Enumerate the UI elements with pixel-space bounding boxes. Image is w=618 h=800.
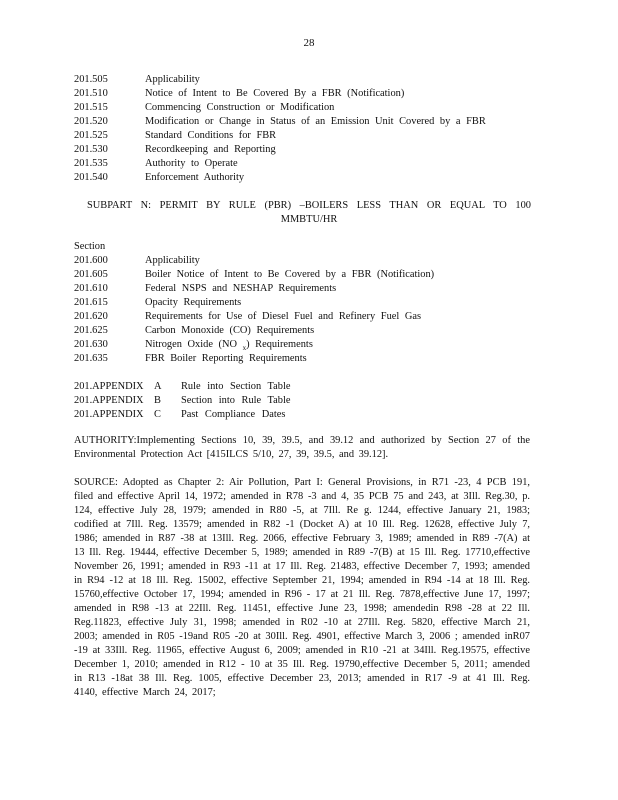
subpart-heading-line-2: MMBTU/HR [280,214,338,225]
toc-row [74,115,544,129]
section-number: 201.535 [74,158,108,169]
subpart-heading-line-1: SUBPART N: PERMIT BY RULE (PBR) –BOILERS LESS THAN OR EQUAL TO 100 [87,200,531,211]
section-number: 201.600 [74,255,108,266]
section-number: 201.625 [74,325,108,336]
section-title: Authority to Operate [145,158,238,169]
section-number: 201.630 [74,339,108,350]
toc-row [74,352,544,366]
section-title: Applicability [145,74,200,85]
section-number: 201.615 [74,297,108,308]
section-number: 201.525 [74,130,108,141]
section-title-part: ) Requirements [246,339,313,350]
section-number: 201.605 [74,269,108,280]
section-title: Federal NSPS and NESHAP Requirements [145,283,337,294]
source-note: SOURCE: Adopted as Chapter 2: Air Pollution, Part I: General Provisions, in R71 -23, 4 PCB 191, filed and effective April 14, 1972; amended in R78 -3 and 4, 35 PCB 75 and 243, at 3Ill. Reg.30, p. 124, effective July 28, 1979; amended in R80 -5, at 7Ill. Re g. 1244, effective January 21, 1983; codified at 7Ill. Reg. 13579; amended in R82 -1 (Docket A) at 10 Ill. Reg. 12628, effective July 7, 1986; amended in R87 -38 at 13Ill. Reg. 2066, effective February 3, 1989; amended in R89 -7(A) at 13 Ill. Reg. 19444, effective December 5, 1989; amended in R89 -7(B) at 15 Ill. Reg. 17710,effective November 26, 1991; amended in R93 -11 at 17 Ill. Reg. 21483, effective December 7, 1993; amended in R94 -12 at 18 Ill. Reg. 15002, effective September 21, 1994; amended in R94 -14 at 18 Ill. Reg. 15760,effective October 17, 1994; amended in R96 - 17 at 21 Ill. Reg. 7878,effective June 17, 1997; amended in R98 -13 at 22Ill. Reg. 11451, effective June 23, 1998; amendedin R98 -28 at 22 Ill. Reg.11823, effective July 31, 1998; amended in R02 -10 at 27Ill. Reg. 5820, effective March 21, 2003; amended in R05 -19and R05 -20 at 30Ill. Reg. 4901, effective March 3, 2006 ; amended inR07 -19 at 33Ill. Reg. 11965, effective August 6, 2009; amended in R10 -21 at 34Ill. Reg.19575, effective December 1, 2010; amended in R12 - 10 at 35 Ill. Reg. 19790,effective December 5, 2011; amended in R13 -18at 38 Ill. Reg. 1005, effective December 23, 2013; amended in R17 -9 at 41 Ill. Reg. 4140, effective March 24, 2017; [74,477,530,698]
toc-row [74,268,544,282]
subpart-heading [74,199,544,227]
section-number: 201.505 [74,74,108,85]
toc-row [74,282,544,296]
appendix-name: 201.APPENDIX [74,381,144,392]
section-title: Carbon Monoxide (CO) Requirements [145,325,315,336]
section-title: Opacity Requirements [145,297,242,308]
toc-row [74,254,544,268]
section-column-label: Section [74,241,106,252]
section-title: Commencing Construction or Modification [145,102,335,113]
section-number: 201.510 [74,88,108,99]
appendix-title: Section into Rule Table [181,395,291,406]
page-number: 28 [303,37,315,49]
section-title: Requirements for Use of Diesel Fuel and Refinery Fuel Gas [145,311,422,322]
toc-row [74,310,544,324]
table-of-contents-part-n [74,254,544,366]
section-title: Applicability [145,255,200,266]
section-number: 201.515 [74,102,108,113]
section-title: FBR Boiler Reporting Requirements [145,353,307,364]
appendix-name: 201.APPENDIX [74,395,144,406]
section-number: 201.635 [74,353,108,364]
toc-row [74,171,544,185]
toc-row [74,338,544,352]
table-of-contents-part-m [74,73,544,185]
toc-row [74,143,544,157]
section-number: 201.520 [74,116,108,127]
section-title: Boiler Notice of Intent to Be Covered by a FBR (Notification) [145,269,435,280]
section-number: 201.610 [74,283,108,294]
authority-note: AUTHORITY:Implementing Sections 10, 39, 39.5, and 39.12 and authorized by Section 27 of the Environmental Protection Act [415ILCS 5/10, 27, 39, 39.5, and 39.12]. [74,435,530,460]
toc-row [74,87,544,101]
subscript-x: x [242,344,247,353]
toc-row [74,324,544,338]
section-title: Enforcement Authority [145,172,245,183]
appendix-list [74,380,544,422]
section-title-part: Nitrogen Oxide (NO [145,339,243,350]
section-title [145,338,544,352]
section-title: Recordkeeping and Reporting [145,144,276,155]
section-title: Standard Conditions for FBR [145,130,277,141]
appendix-letter: B [154,395,161,406]
appendix-title: Rule into Section Table [181,381,291,392]
appendix-letter: A [154,381,162,392]
toc-row [74,296,544,310]
section-title: Modification or Change in Status of an Emission Unit Covered by a FBR [145,116,486,127]
section-number: 201.530 [74,144,108,155]
appendix-name: 201.APPENDIX [74,409,144,420]
appendix-row [74,394,544,408]
appendix-row [74,380,544,394]
section-number: 201.540 [74,172,108,183]
toc-row [74,101,544,115]
appendix-row [74,408,544,422]
appendix-letter: C [154,409,161,420]
toc-row [74,157,544,171]
section-title: Notice of Intent to Be Covered By a FBR (Notification) [145,88,405,99]
appendix-title: Past Compliance Dates [181,409,286,420]
toc-row [74,73,544,87]
section-number: 201.620 [74,311,108,322]
toc-row [74,129,544,143]
